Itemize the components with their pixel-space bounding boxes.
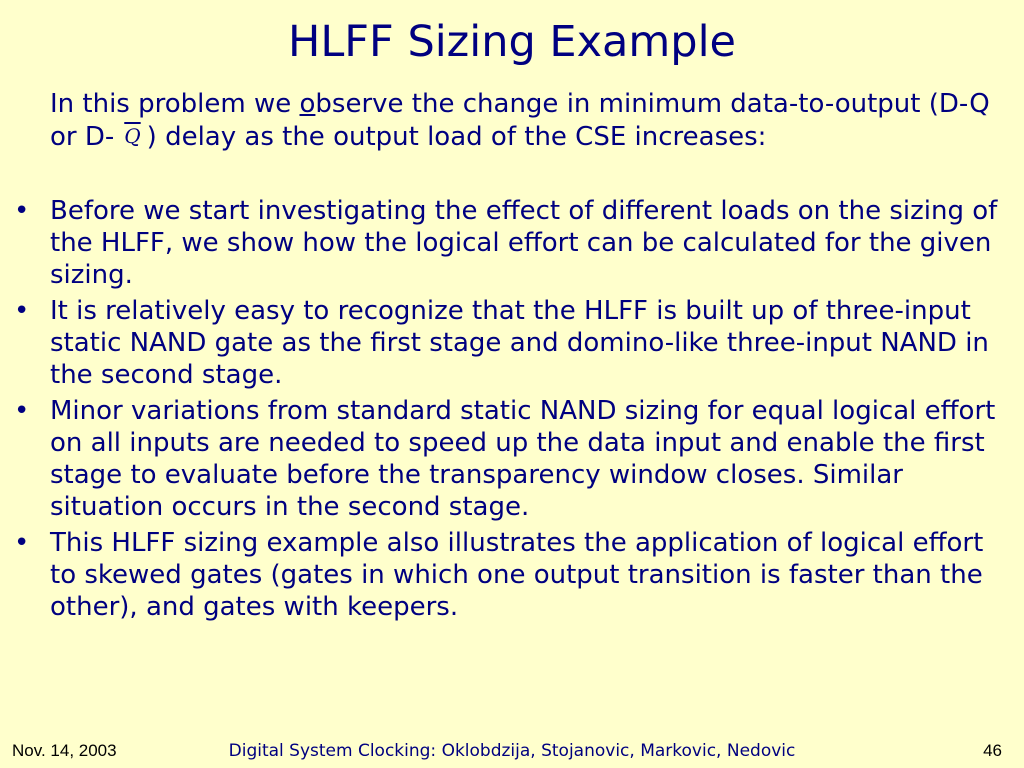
slide-footer xyxy=(0,738,1024,764)
page-number: 46 xyxy=(983,741,1002,760)
bullet-item xyxy=(14,295,1010,391)
bullet-item xyxy=(14,195,1010,291)
bullet-text: This HLFF sizing example also illustrates the application of logical effort to skewed gates (gates in which one output transition is faster than the other), and gates with keepers. xyxy=(50,528,984,622)
q-bar-symbol: $\overline{Q}$ xyxy=(124,124,141,148)
intro-text-3: ) delay as the output load of the CSE increases: xyxy=(146,122,767,152)
bullet-icon: • xyxy=(14,396,30,426)
slide-title: HLFF Sizing Example xyxy=(288,17,736,67)
bullet-icon: • xyxy=(14,296,30,326)
bullet-text: Before we start investigating the effect of different loads on the sizing of the HLFF, we show how the logical effort can be calculated for the given sizing. xyxy=(50,196,998,290)
intro-text-2: bserve the change in minimum data-to-output (D-Q or D- xyxy=(50,89,990,152)
intro-text-1: In this problem we xyxy=(50,89,300,119)
bullet-text: It is relatively easy to recognize that the HLFF is built up of three-input static NAND gate as the first stage and domino-like three-input NAND in the second stage. xyxy=(50,296,989,390)
bullet-item xyxy=(14,395,1010,523)
bullet-text: Minor variations from standard static NAND sizing for equal logical effort on all inputs are needed to speed up the data input and enable the first stage to evaluate before the transparency window closes. Similar situation occurs in the second stage. xyxy=(50,396,996,522)
intro-paragraph xyxy=(14,88,1010,153)
bullet-icon: • xyxy=(14,528,30,558)
intro-underlined-letter: o xyxy=(299,89,316,119)
bullet-item xyxy=(14,527,1010,623)
footer-course-title: Digital System Clocking: Oklobdzija, Stojanovic, Markovic, Nedovic xyxy=(228,741,796,761)
bullet-icon: • xyxy=(14,196,30,226)
footer-date: Nov. 14, 2003 xyxy=(12,741,117,760)
slide-body xyxy=(14,88,1010,627)
bullet-list xyxy=(14,195,1010,623)
